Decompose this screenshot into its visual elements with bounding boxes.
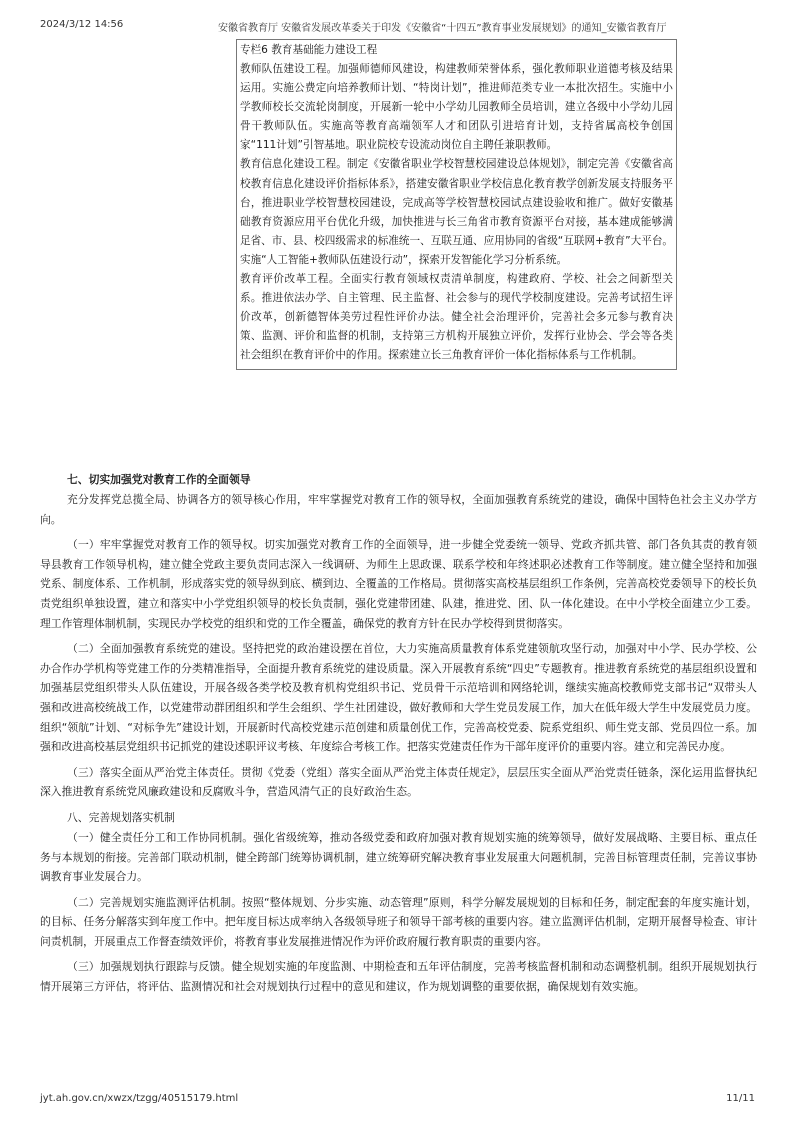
section-heading-party-leadership: 七、切实加强党对教育工作的全面领导 (67, 473, 251, 486)
column-box-title: 专栏6 教育基础能力建设工程 (240, 44, 378, 56)
section-heading-implementation: 八、完善规划落实机制 (67, 810, 175, 824)
print-page-title: 安徽省教育厅 安徽省发展改革委关于印发《安徽省“十四五”教育事业发展规划》的通知_安徽省教育厅 (218, 23, 667, 34)
print-datetime: 2024/3/12 14:56 (40, 19, 124, 30)
paragraph: （一）健全责任分工和工作协同机制。强化省级统筹，推动各级党委和政府加强对教育规划实施的统筹领导，做好发展战略、主要目标、重点任务与本规划的衔接。完善部门联动机制，健全跨部门统筹协调机制，建立统筹研究解决教育事业发展重大问题机制，完善目标管理责任制，完善议事协调教育事业发展合力。 (40, 830, 757, 884)
print-url: jyt.ah.gov.cn/xwzx/tzgg/40515179.html (40, 1093, 239, 1104)
paragraph: （三）加强规划执行跟踪与反馈。健全规划实施的年度监测、中期检查和五年评估制度，完善考核监督机制和动态调整机制。组织开展规划执行情开展第三方评估，将评估、监测情况和社会对规划执行过程中的意见和建议，作为规划调整的重要依据，确保规划有效实施。 (40, 960, 757, 994)
paragraph: （三）落实全面从严治党主体责任。贯彻《党委（党组）落实全面从严治党主体责任规定》，层层压实全面从严治党责任链条，深化运用监督执纪深入推进教育系统党风廉政建设和反腐败斗争，营造风清气正的良好政治生态。 (40, 765, 757, 799)
paragraph: （一）牢牢掌握党对教育工作的领导权。切实加强党对教育工作的全面领导，进一步健全党委统一领导、党政齐抓共管、部门各负其责的教育领导县教育工作领导机构，建立健全党政主要负责同志深入一线调研、为师生上思政课、联系学校和年终述职必述教育工作等制度。建立健全坚持和加强党系、制度体系、工作机制，形成落实党的领导纵到底、横到边、全覆盖的工作格局。贯彻落实高校基层组织工作条例，完善高校党委领导下的校长负责党组织单独设置，建立和落实中小学党组织领导的校长负责制，强化党建带团建、队建，推进党、团、队一体化建设。在中小学校全面建立少工委。理工作管理体制机制，实现民办学校党的组织和党的工作全覆盖，确保党的教育方针在民办学校得到贯彻落实。 (40, 538, 757, 630)
document-body (40, 470, 757, 1003)
box-paragraph-informatization: 教育信息化建设工程。制定《安徽省职业学校智慧校园建设总体规划》，制定完善《安徽省高校教育信息化建设评价指标体系》，搭建安徽省职业学校信息化教育教学创新发展支持服务平台，推进职业学校智慧校园建设，完成高等学校智慧校园试点建设验收和推广。做好安徽基础教育资源应用平台优化升级，加快推进与长三角省市教育资源平台对接，基本建成能够满足省、市、县、校四级需求的标准统一、互联互通、应用协同的省级“互联网+教育”大平台。实施“人工智能+教师队伍建设行动”，探索开发智能化学习分析系统。 (240, 158, 674, 266)
box-paragraph-teachers: 教师队伍建设工程。加强师德师风建设，构建教师荣誉体系，强化教师职业道德考核及结果运用。实施公费定向培养教师计划、“特岗计划”，推进师范类专业一本批次招生。实施中小学教师校长交流轮岗制度，开展新一轮中小学幼儿园教师全员培训，建立各级中小学幼儿园骨干教师队伍。实施高等教育高端领军人才和团队引进培育计划，支持省属高校争创国家“111计划”引智基地。职业院校专设流动岗位自主聘任兼职教师。 (240, 63, 673, 152)
paragraph: （二）完善规划实施监测评估机制。按照“整体规划、分步实施、动态管理”原则，科学分解发展规划的目标和任务，制定配套的年度实施计划，的目标、任务分解落实到年度工作中。把年度目标达成率纳入各级领导班子和领导干部考核的重要内容。建立监测评估机制，定期开展督导检查、审计问责机制，开展重点工作督查绩效评价，将教育事业发展推进情况作为评价政府履行教育职责的重要内容。 (40, 895, 757, 948)
column-box-infrastructure (236, 39, 677, 370)
page-number: 11/11 (726, 1093, 755, 1104)
paragraph: 充分发挥党总揽全局、协调各方的领导核心作用，牢牢掌握党对教育工作的领导权，全面加强教育系统党的建设，确保中国特色社会主义办学方向。 (40, 493, 757, 526)
box-paragraph-evaluation: 教育评价改革工程。全面实行教育领域权责清单制度，构建政府、学校、社会之间新型关系。推进依法办学、自主管理、民主监督、社会参与的现代学校制度建设。完善考试招生评价改革，创新德智体美劳过程性评价办法。健全社会治理评价，完善社会多元参与教育决策、监测、评价和监督的机制，支持第三方机构开展独立评价，发挥行业协会、学会等各类社会组织在教育评价中的作用。探索建立长三角教育评价一体化指标体系与工作机制。 (240, 273, 673, 362)
paragraph: （二）全面加强教育系统党的建设。坚持把党的政治建设摆在首位，大力实施高质量教育体系党建领航攻坚行动，加强对中小学、民办学校、公办合作办学机构等党建工作的分类精准指导，全面提升教育系统党的建设质量。深入开展教育系统“四史”专题教育。推进教育系统党的基层组织设置和加强基层党组织带头人队伍建设，开展各级各类学校及教育机构党组织书记、党员骨干示范培训和网络轮训，继续实施高校教师党支部书记“双带头人强和改进高校统战工作，以党建带动群团组织和学生会组织、学生社团建设，做好教师和大学生党员发展工作，加大在低年级大学生中发展党员力度。组织“领航”计划、“对标争先”建设计划，开展新时代高校党建示范创建和质量创优工作，完善高校党委、院系党组织、师生党支部、党员四位一系。加强和改进高校基层党组织书记抓党的建设述职评议考核、年度综合考核工作。把落实党建责任作为干部年度评价的重要内容。建立和完善民办度。 (40, 642, 757, 754)
